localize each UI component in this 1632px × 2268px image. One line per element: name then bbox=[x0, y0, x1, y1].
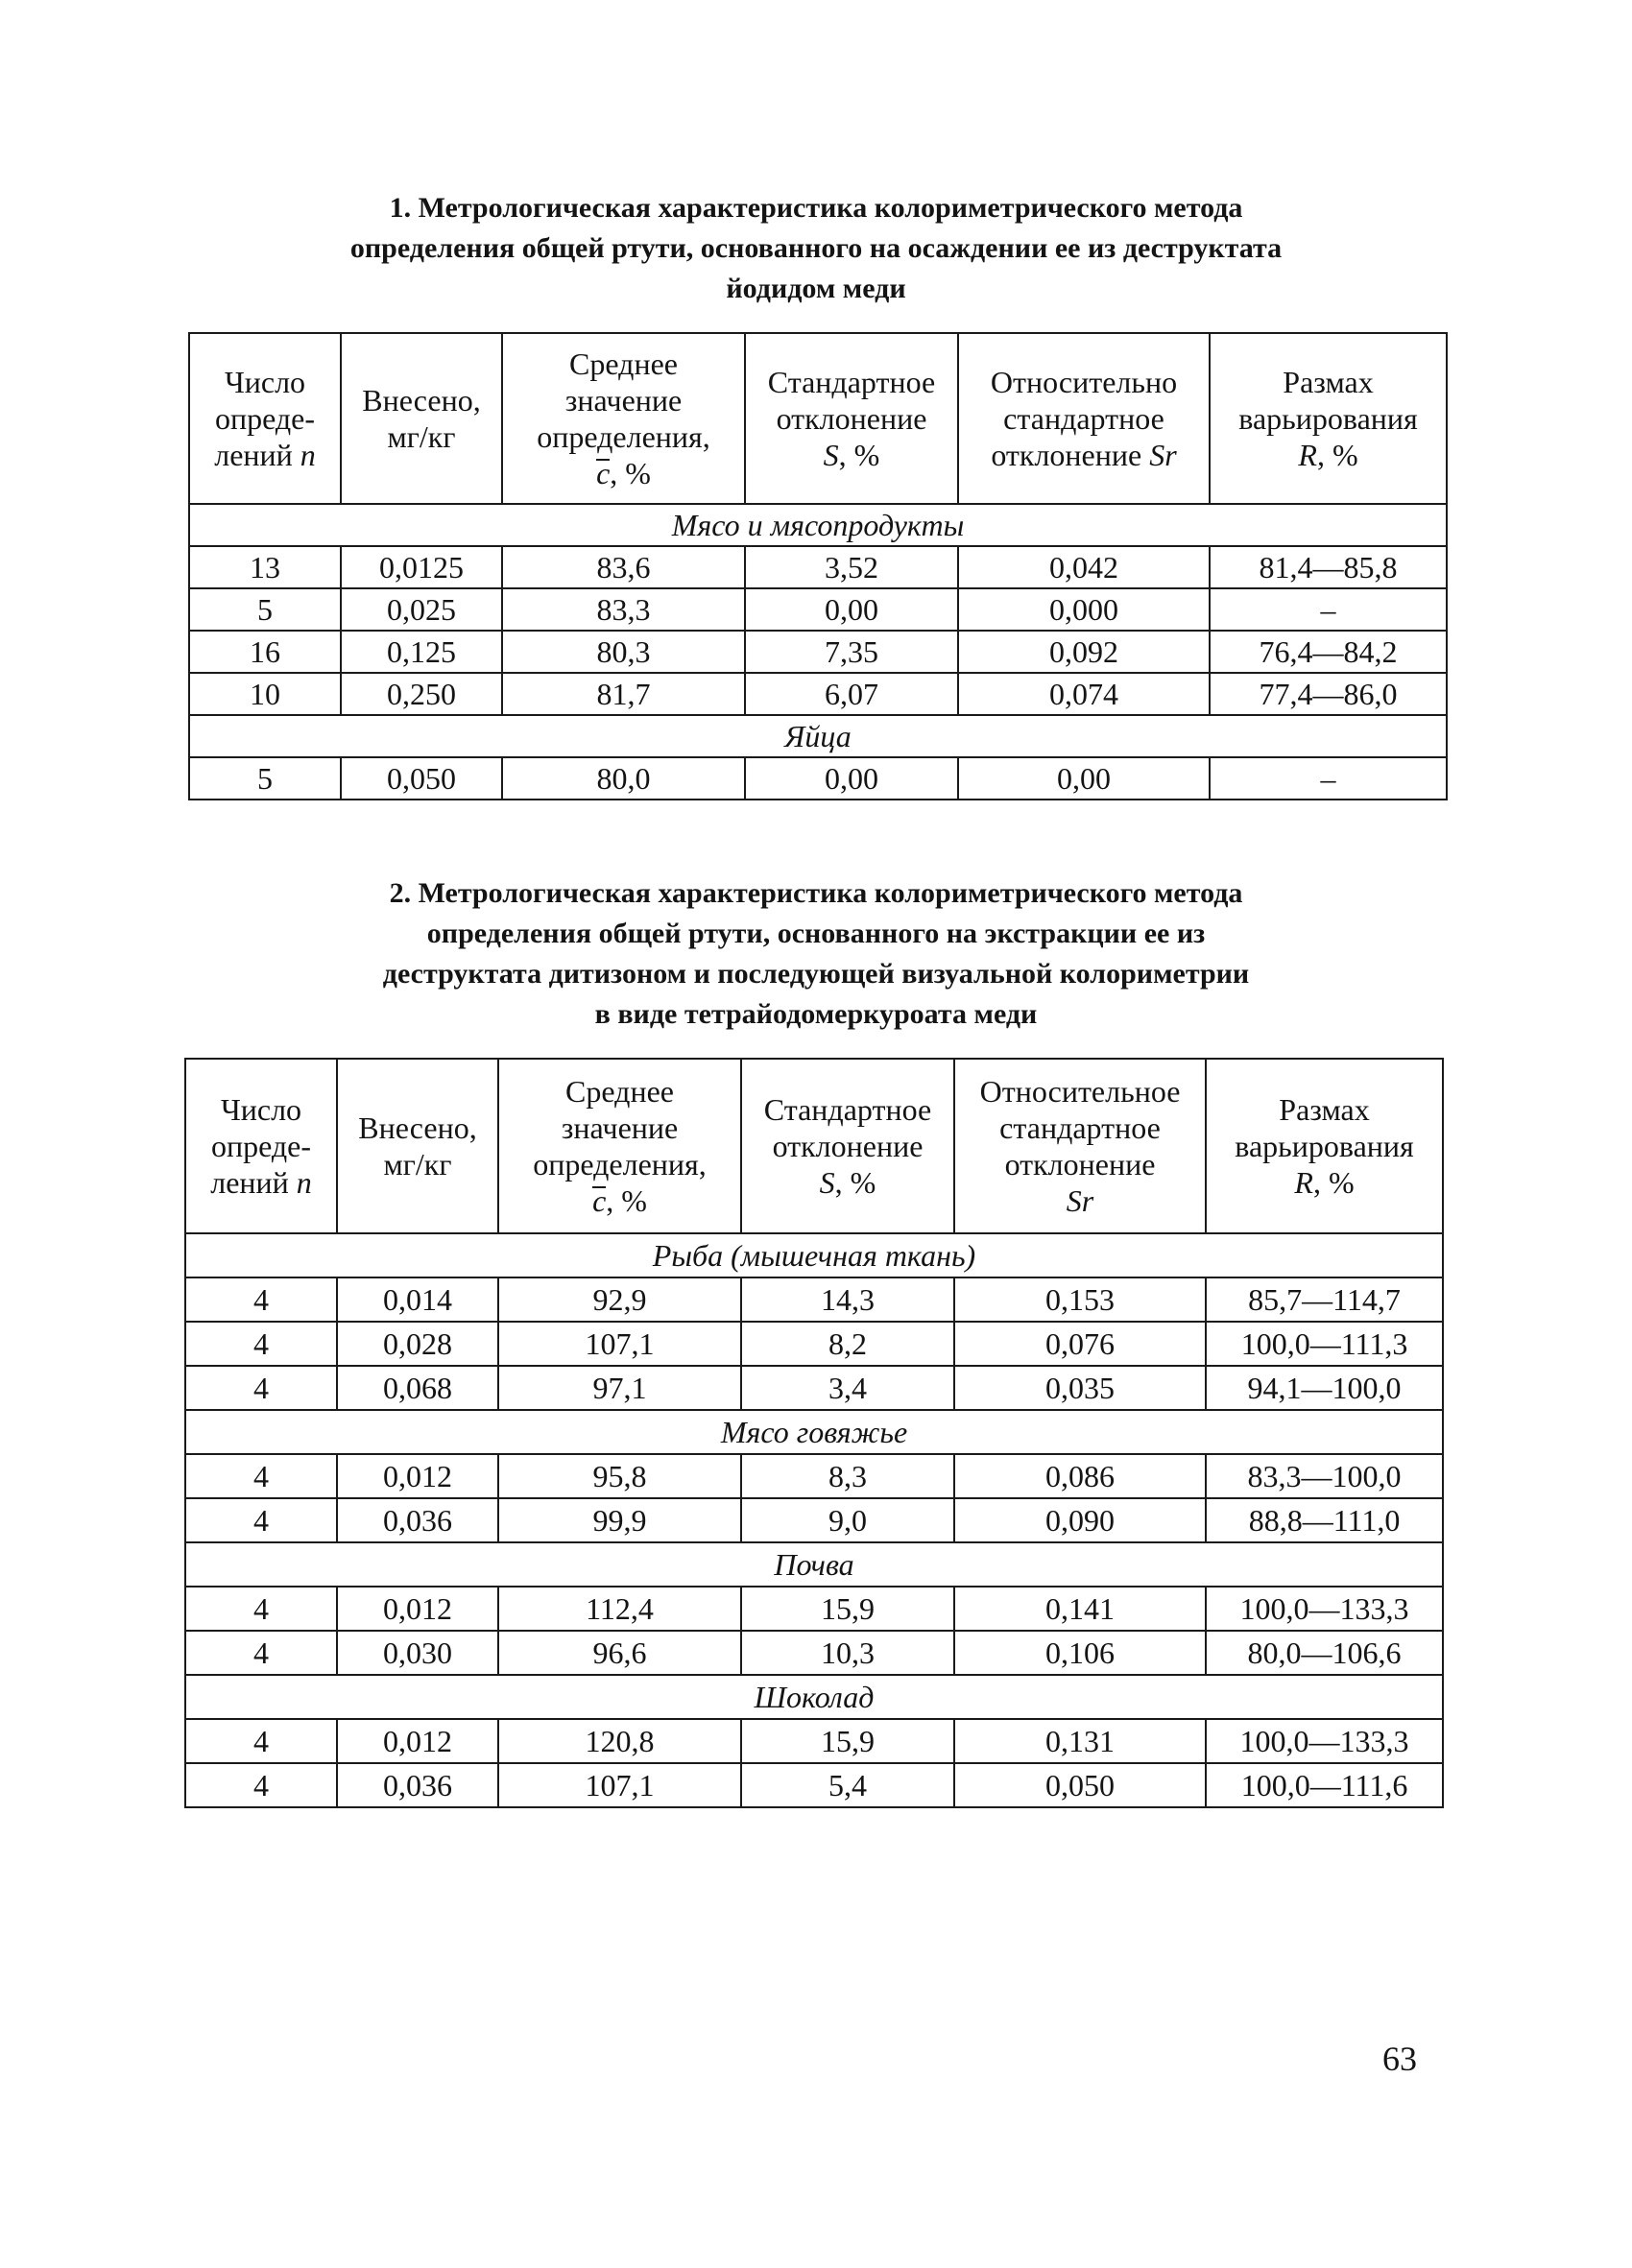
table-cell: 0,141 bbox=[954, 1587, 1206, 1631]
table-row bbox=[189, 757, 1447, 800]
table-cell: 76,4—84,2 bbox=[1210, 631, 1447, 673]
header-rsd: Относительно стандартное отклонение Sr bbox=[958, 333, 1210, 504]
table-cell: 0,042 bbox=[958, 546, 1210, 588]
header-sd: Стандартное отклонение S, % bbox=[741, 1059, 954, 1233]
table-cell: 88,8—111,0 bbox=[1206, 1498, 1443, 1542]
table-cell: 0,028 bbox=[337, 1322, 498, 1366]
table-cell: 80,3 bbox=[502, 631, 745, 673]
table-cell: 5,4 bbox=[741, 1763, 954, 1807]
header-rsd: Относительное стандартное отклонение Sr bbox=[954, 1059, 1206, 1233]
table1-title bbox=[192, 188, 1440, 309]
table-cell: 4 bbox=[185, 1366, 337, 1410]
table1-title-line: определения общей ртути, основанного на осаждении ее из деструктата bbox=[349, 232, 1283, 264]
table-cell: 4 bbox=[185, 1498, 337, 1542]
table-cell: 85,7—114,7 bbox=[1206, 1277, 1443, 1322]
table-cell: 0,068 bbox=[337, 1366, 498, 1410]
table1-title-line: йодидом меди bbox=[726, 273, 906, 304]
table-cell: 96,6 bbox=[498, 1631, 741, 1675]
table-cell: 0,014 bbox=[337, 1277, 498, 1322]
table2-header-row bbox=[185, 1059, 1443, 1233]
table-cell: 3,4 bbox=[741, 1366, 954, 1410]
table-row bbox=[189, 631, 1447, 673]
table-row bbox=[185, 1498, 1443, 1542]
header-range: Размах варьирования R, % bbox=[1210, 333, 1447, 504]
table-cell: 0,106 bbox=[954, 1631, 1206, 1675]
page-number: 63 bbox=[1382, 2040, 1417, 2078]
table1 bbox=[188, 332, 1448, 800]
table-cell: 4 bbox=[185, 1454, 337, 1498]
table-cell: 100,0—111,3 bbox=[1206, 1322, 1443, 1366]
table-cell: 80,0—106,6 bbox=[1206, 1631, 1443, 1675]
table1-title-line: 1. Метрологическая характеристика колориметрического метода bbox=[389, 192, 1243, 224]
table-cell: 81,7 bbox=[502, 673, 745, 715]
table2-title bbox=[192, 873, 1440, 1035]
table-cell: 0,000 bbox=[958, 588, 1210, 631]
table-cell: 95,8 bbox=[498, 1454, 741, 1498]
table-cell: – bbox=[1210, 757, 1447, 800]
table-row bbox=[189, 673, 1447, 715]
table-row bbox=[185, 1277, 1443, 1322]
table-cell: 15,9 bbox=[741, 1719, 954, 1763]
section-label: Яйца bbox=[189, 715, 1447, 757]
table1-header-row bbox=[189, 333, 1447, 504]
table-cell: 81,4—85,8 bbox=[1210, 546, 1447, 588]
table-cell: 100,0—133,3 bbox=[1206, 1719, 1443, 1763]
table2-title-line: определения общей ртути, основанного на экстракции ее из bbox=[426, 918, 1206, 949]
table-cell: 99,9 bbox=[498, 1498, 741, 1542]
header-added: Внесено, мг/кг bbox=[341, 333, 502, 504]
table-row bbox=[185, 1763, 1443, 1807]
table-cell: 0,012 bbox=[337, 1587, 498, 1631]
table-cell: 0,00 bbox=[745, 757, 958, 800]
table-cell: 0,074 bbox=[958, 673, 1210, 715]
section-row bbox=[185, 1675, 1443, 1719]
table-cell: 5 bbox=[189, 757, 341, 800]
table-cell: 0,050 bbox=[954, 1763, 1206, 1807]
table-cell: 0,131 bbox=[954, 1719, 1206, 1763]
section-row bbox=[185, 1542, 1443, 1587]
table-cell: 92,9 bbox=[498, 1277, 741, 1322]
section-label: Почва bbox=[185, 1542, 1443, 1587]
header-n: Число опреде- лений n bbox=[189, 333, 341, 504]
section-label: Шоколад bbox=[185, 1675, 1443, 1719]
table-cell: 83,3—100,0 bbox=[1206, 1454, 1443, 1498]
table-cell: 4 bbox=[185, 1719, 337, 1763]
table-cell: 0,036 bbox=[337, 1498, 498, 1542]
table-cell: 83,3 bbox=[502, 588, 745, 631]
table-cell: 0,00 bbox=[958, 757, 1210, 800]
table-cell: 0,035 bbox=[954, 1366, 1206, 1410]
table-row bbox=[185, 1719, 1443, 1763]
header-mean: Среднее значение определения, c, % bbox=[498, 1059, 741, 1233]
table2 bbox=[184, 1058, 1444, 1808]
table-cell: 94,1—100,0 bbox=[1206, 1366, 1443, 1410]
table-row bbox=[185, 1454, 1443, 1498]
table-row bbox=[189, 546, 1447, 588]
section-row bbox=[189, 504, 1447, 546]
table-cell: 0,012 bbox=[337, 1454, 498, 1498]
table-cell: 0,250 bbox=[341, 673, 502, 715]
table-cell: 6,07 bbox=[745, 673, 958, 715]
table-cell: 77,4—86,0 bbox=[1210, 673, 1447, 715]
table1-body bbox=[189, 504, 1447, 800]
table2-title-line: деструктата дитизоном и последующей визуальной колориметрии bbox=[382, 958, 1250, 990]
table-cell: 0,092 bbox=[958, 631, 1210, 673]
table-cell: 8,3 bbox=[741, 1454, 954, 1498]
section-label: Рыба (мышечная ткань) bbox=[185, 1233, 1443, 1277]
table-cell: 0,086 bbox=[954, 1454, 1206, 1498]
table-cell: 9,0 bbox=[741, 1498, 954, 1542]
table-cell: 107,1 bbox=[498, 1763, 741, 1807]
section-label: Мясо и мясопродукты bbox=[189, 504, 1447, 546]
table-cell: 100,0—133,3 bbox=[1206, 1587, 1443, 1631]
table-cell: 0,090 bbox=[954, 1498, 1206, 1542]
table-cell: 4 bbox=[185, 1763, 337, 1807]
table-cell: 10 bbox=[189, 673, 341, 715]
table2-title-line: в виде тетрайодомеркуроата меди bbox=[594, 998, 1038, 1030]
table-cell: 107,1 bbox=[498, 1322, 741, 1366]
table-cell: 16 bbox=[189, 631, 341, 673]
table-cell: 80,0 bbox=[502, 757, 745, 800]
table-cell: 8,2 bbox=[741, 1322, 954, 1366]
table-cell: 0,030 bbox=[337, 1631, 498, 1675]
table-cell: 0,012 bbox=[337, 1719, 498, 1763]
table-cell: 4 bbox=[185, 1322, 337, 1366]
table-cell: 0,0125 bbox=[341, 546, 502, 588]
table-cell: 3,52 bbox=[745, 546, 958, 588]
table-cell: 97,1 bbox=[498, 1366, 741, 1410]
table-cell: 10,3 bbox=[741, 1631, 954, 1675]
table-cell: 0,025 bbox=[341, 588, 502, 631]
table-cell: 120,8 bbox=[498, 1719, 741, 1763]
section-row bbox=[185, 1233, 1443, 1277]
table-cell: 0,076 bbox=[954, 1322, 1206, 1366]
header-mean: Среднее значение определения, c, % bbox=[502, 333, 745, 504]
table-cell: 100,0—111,6 bbox=[1206, 1763, 1443, 1807]
c-bar-symbol: c bbox=[596, 456, 611, 490]
table-cell: 0,153 bbox=[954, 1277, 1206, 1322]
table-cell: 0,036 bbox=[337, 1763, 498, 1807]
table-row bbox=[189, 588, 1447, 631]
table-cell: – bbox=[1210, 588, 1447, 631]
table-cell: 0,00 bbox=[745, 588, 958, 631]
table-cell: 0,125 bbox=[341, 631, 502, 673]
table-cell: 4 bbox=[185, 1631, 337, 1675]
table2-title-line: 2. Метрологическая характеристика колориметрического метода bbox=[389, 877, 1243, 909]
table2-body bbox=[185, 1233, 1443, 1807]
table-cell: 83,6 bbox=[502, 546, 745, 588]
table-cell: 4 bbox=[185, 1277, 337, 1322]
table-row bbox=[185, 1631, 1443, 1675]
table-cell: 4 bbox=[185, 1587, 337, 1631]
section-label: Мясо говяжье bbox=[185, 1410, 1443, 1454]
header-n: Число опреде- лений n bbox=[185, 1059, 337, 1233]
section-row bbox=[189, 715, 1447, 757]
table-cell: 13 bbox=[189, 546, 341, 588]
section-row bbox=[185, 1410, 1443, 1454]
table-cell: 14,3 bbox=[741, 1277, 954, 1322]
table-row bbox=[185, 1322, 1443, 1366]
header-added: Внесено, мг/кг bbox=[337, 1059, 498, 1233]
table-row bbox=[185, 1366, 1443, 1410]
table-cell: 15,9 bbox=[741, 1587, 954, 1631]
table-cell: 5 bbox=[189, 588, 341, 631]
table-cell: 0,050 bbox=[341, 757, 502, 800]
c-bar-symbol: c bbox=[592, 1183, 607, 1218]
header-range: Размах варьирования R, % bbox=[1206, 1059, 1443, 1233]
table-cell: 112,4 bbox=[498, 1587, 741, 1631]
header-sd: Стандартное отклонение S, % bbox=[745, 333, 958, 504]
table-cell: 7,35 bbox=[745, 631, 958, 673]
table-row bbox=[185, 1587, 1443, 1631]
